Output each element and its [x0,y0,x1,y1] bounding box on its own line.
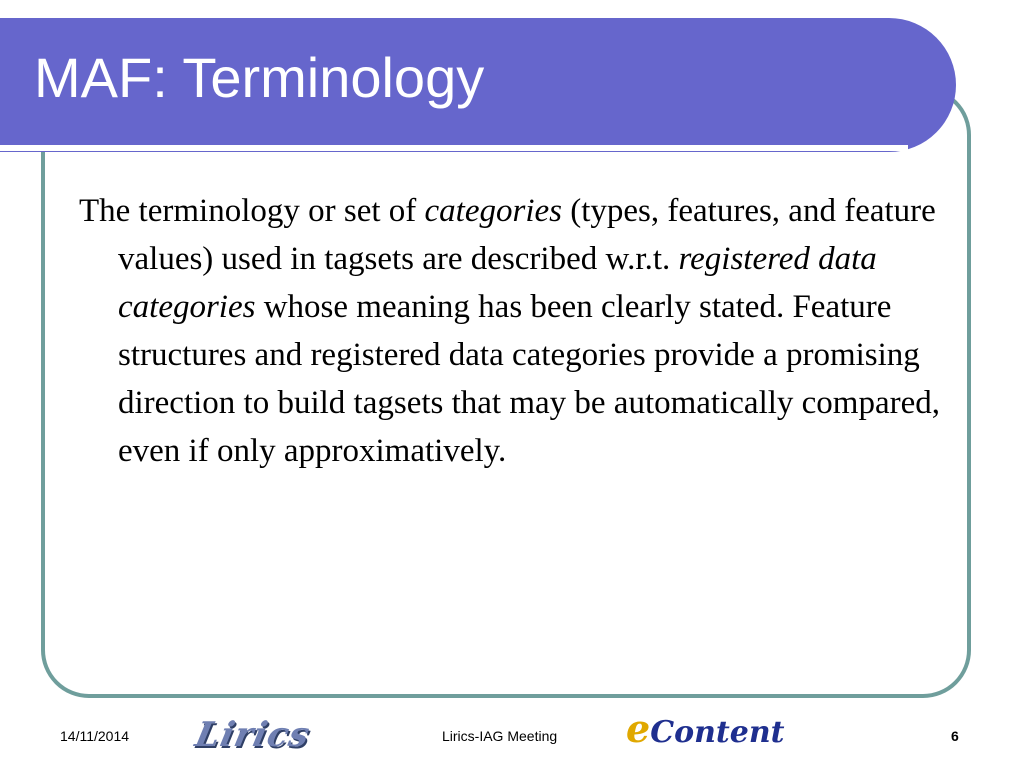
slide-title: MAF: Terminology [34,46,485,109]
title-underline [0,145,908,151]
econtent-logo-e: e [626,706,651,751]
body-paragraph [79,187,949,475]
footer-date: 14/11/2014 [60,728,130,744]
lirics-logo: Lirics [191,715,314,755]
emphasis-categories: categories [424,193,562,229]
page-number: 6 [951,728,959,744]
econtent-logo-rest: Content [650,715,785,750]
econtent-logo [626,706,785,753]
slide-body [79,187,949,475]
body-text-part-2: (types, features, and feature values) used in tagsets are described w.r.t. [118,193,936,277]
slide-footer [0,706,1024,759]
emphasis-registered-data-categories: registered data categories [118,241,877,325]
body-text-part-3: whose meaning has been clearly stated. Feature structures and registered data categories provide a promising direction to build tagsets that may be automatically compared, even if only approximatively. [118,289,941,469]
body-text-part-1: The terminology or set of [79,193,425,229]
footer-meeting-label: Lirics-IAG Meeting [442,728,558,744]
